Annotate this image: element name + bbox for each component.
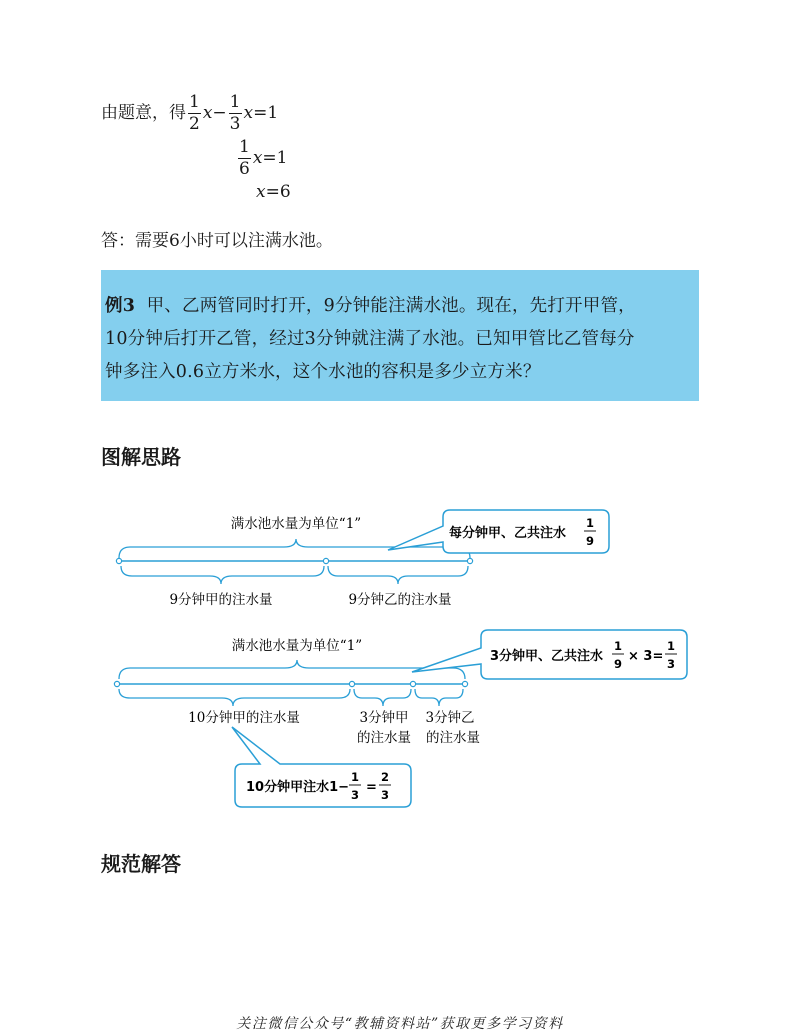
example-line-1: 例3 甲、乙两管同时打开，9分钟能注满水池。现在，先打开甲管， [105, 296, 636, 316]
d1-callout-frac-den: 9 [585, 534, 595, 548]
d2-bottom-frac1-den: 3 [350, 788, 360, 802]
fraction-one-sixth: $\frac{1}{6}$ [239, 137, 250, 179]
d2-callout-times: × 3= [628, 649, 664, 664]
fraction-one-third: $\frac{1}{3}$ [229, 92, 241, 134]
d1-brace-left [121, 566, 324, 584]
d2-bottom-eq: = [366, 780, 377, 795]
d1-point-start [116, 558, 121, 563]
d2-top-brace [119, 660, 465, 679]
d2-point-a [349, 681, 354, 686]
d2-point-b [410, 681, 415, 686]
equation-line-1: 由题意，得 $\frac{1}{2}$ x− $\frac{1}{3}$ x=1 [101, 92, 279, 134]
d2-callout-frac2-num: 1 [666, 639, 676, 653]
d2-point-start [114, 681, 119, 686]
d2-callout-text: 3分钟甲、乙共注水 [490, 649, 604, 664]
d2-bottom-frac2-num: 2 [380, 770, 390, 784]
d2-seg3-line1: 3分钟乙 [425, 710, 475, 726]
d2-callout-frac2-den: 3 [666, 657, 676, 671]
d2-brace-seg2 [354, 689, 411, 706]
d1-point-mid [323, 558, 328, 563]
d2-brace-seg3 [415, 689, 463, 706]
d2-seg3-line2: 的注水量 [426, 730, 480, 746]
footer-note: 关注微信公众号“教辅资料站”获取更多学习资料 [236, 1016, 564, 1032]
d2-point-end [462, 681, 467, 686]
d2-bottom-frac1-num: 1 [350, 770, 360, 784]
d1-callout-frac-num: 1 [585, 516, 595, 530]
d2-seg2-line2: 的注水量 [357, 730, 411, 746]
fraction-one-half: $\frac{1}{2}$ [189, 92, 200, 134]
d2-brace-seg1 [119, 689, 350, 706]
d2-seg1-label: 10分钟甲的注水量 [188, 710, 300, 726]
example-label: 例3 [105, 296, 136, 316]
d2-bottom-callout-text: 10分钟甲注水1− [246, 780, 350, 795]
d2-top-label: 满水池水量为单位“1” [231, 638, 363, 654]
answer-heading: 规范解答 [101, 852, 181, 876]
diagram-heading: 图解思路 [101, 445, 181, 469]
example-line-2: 10分钟后打开乙管，经过3分钟就注满了水池。已知甲管比乙管每分 [105, 329, 635, 349]
equation-line-3: x=6 [256, 182, 291, 202]
d1-brace-right [328, 566, 468, 584]
example-line-3: 钟多注入0.6立方米水，这个水池的容积是多少立方米？ [105, 362, 541, 382]
d2-callout-frac1-den: 9 [613, 657, 623, 671]
equation-prefix: 由题意，得 [101, 103, 186, 123]
equation-line-2: $\frac{1}{6}$ x=1 [239, 137, 288, 179]
d1-callout-text: 每分钟甲、乙共注水 [449, 526, 567, 541]
d1-bottom-right: 9分钟乙的注水量 [348, 592, 452, 608]
d2-bottom-frac2-den: 3 [380, 788, 390, 802]
d1-point-end [467, 558, 472, 563]
d1-top-label: 满水池水量为单位“1” [230, 516, 362, 532]
d2-callout-frac1-num: 1 [613, 639, 623, 653]
answer-text: 答：需要6小时可以注满水池。 [101, 231, 333, 251]
d1-bottom-left: 9分钟甲的注水量 [169, 592, 273, 608]
d2-seg2-line1: 3分钟甲 [359, 710, 409, 726]
